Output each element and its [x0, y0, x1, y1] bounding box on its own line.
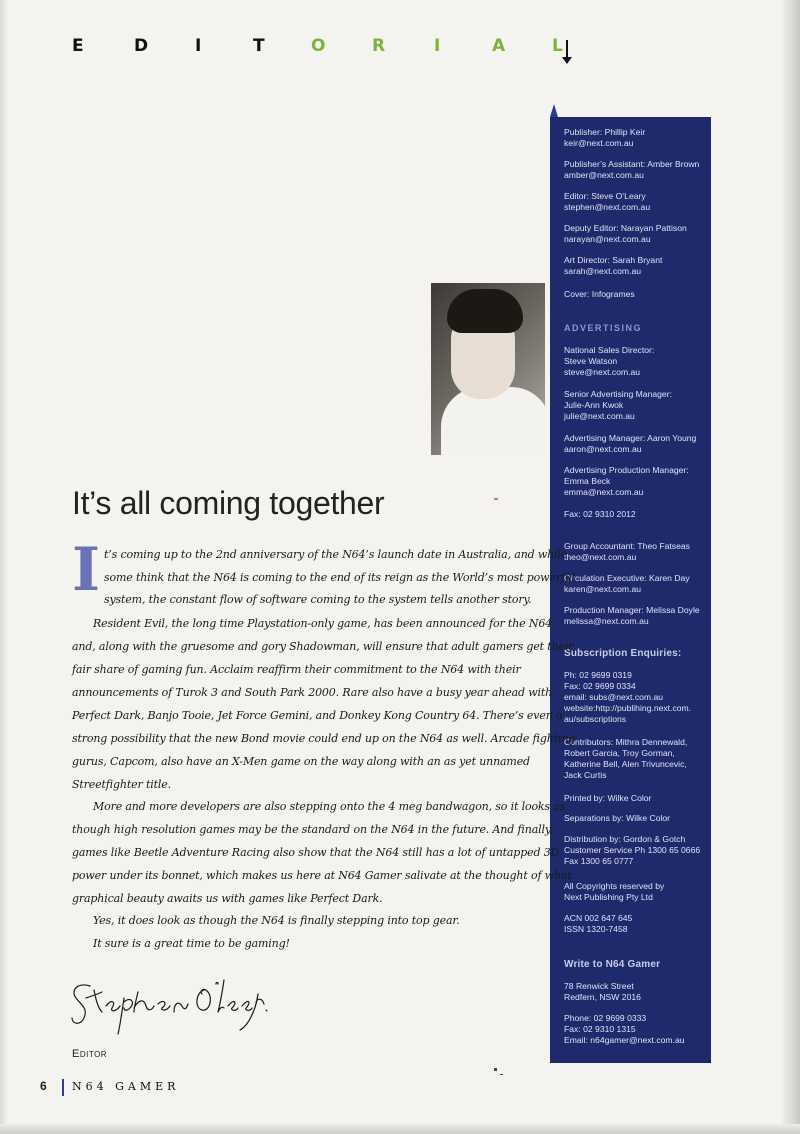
drop-cap: I	[72, 535, 101, 605]
header-letter: T	[253, 36, 265, 56]
sidebar-line: Redfern, NSW 2016	[564, 992, 641, 1002]
sidebar-line: Senior Advertising Manager:	[564, 389, 672, 399]
sidebar-line: 78 Renwick Street	[564, 981, 634, 991]
advertising-credit	[564, 389, 709, 422]
subscription-info	[564, 834, 709, 867]
article-line: though high resolution games may be the standard on the N64 in the future. And finally,	[72, 823, 553, 836]
sidebar-line: Printed by: Wilke Color	[564, 793, 652, 803]
scan-edge-right	[782, 0, 800, 1134]
staff-credit	[564, 289, 709, 300]
article-line: and, along with the gruesome and gory Shadowman, will ensure that adult gamers get their	[72, 640, 574, 653]
sidebar-line: Customer Service Ph 1300 65 0666	[564, 845, 701, 855]
sidebar-line: julie@next.com.au	[564, 411, 635, 421]
advertising-credit	[564, 465, 709, 498]
advertising-credit	[564, 509, 709, 520]
sidebar-line: email: subs@next.com.au	[564, 692, 664, 702]
advertising-credit	[564, 433, 709, 455]
sidebar-line: Cover: Infogrames	[564, 289, 635, 299]
article-line: some think that the N64 is coming to the end of its reign as the World’s most powerful	[104, 571, 576, 584]
subscription-info	[564, 813, 709, 824]
advertising-credit	[564, 345, 709, 378]
sidebar-line: Emma Beck	[564, 476, 611, 486]
contact-info	[564, 1013, 709, 1046]
sidebar-line: amber@next.com.au	[564, 170, 644, 180]
staff-credit	[564, 127, 709, 149]
editor-signature	[68, 968, 268, 1038]
subscription-info	[564, 881, 709, 903]
sidebar-line: Jack Curtis	[564, 770, 607, 780]
article-line: games like Beetle Adventure Racing also show that the N64 still has a lot of untapped 3D	[72, 846, 560, 859]
sidebar-line: Circulation Executive: Karen Day	[564, 573, 690, 583]
sidebar-line: ACN 002 647 645	[564, 913, 633, 923]
article-line: Resident Evil, the long time Playstation-only game, has been announced for the N64	[93, 617, 553, 630]
scan-edge-left	[0, 0, 8, 1134]
sidebar-line: Fax: 02 9699 0334	[564, 681, 636, 691]
article-line: It sure is a great time to be gaming!	[93, 937, 290, 950]
sidebar-line: theo@next.com.au	[564, 552, 637, 562]
sidebar-line: Steve Watson	[564, 356, 618, 366]
headline: It’s all coming together	[72, 485, 385, 521]
sidebar-line: Phone: 02 9699 0333	[564, 1013, 647, 1023]
scan-edge-bottom	[0, 1124, 800, 1134]
sidebar-line: Production Manager: Melissa Doyle	[564, 605, 700, 615]
sidebar-line: Editor: Steve O’Leary	[564, 191, 646, 201]
sidebar-line: Next Publishing Pty Ltd	[564, 892, 653, 902]
sidebar-line: Julie-Ann Kwok	[564, 400, 624, 410]
sidebar-line: steve@next.com.au	[564, 367, 641, 377]
sidebar-line: website:http://publihing.next.com.	[564, 703, 692, 713]
sidebar-line: Publisher: Phillip Keir	[564, 127, 646, 137]
header-letter: A	[492, 36, 506, 56]
staff-credit	[564, 223, 709, 245]
sidebar-pointer-icon	[550, 104, 558, 117]
sidebar-line: Ph: 02 9699 0319	[564, 670, 632, 680]
header-letter: L	[552, 36, 563, 56]
sidebar-line: melissa@next.com.au	[564, 616, 649, 626]
advertising-credit	[564, 573, 709, 595]
article-line: t’s coming up to the 2nd anniversary of the N64’s launch date in Australia, and while	[104, 548, 568, 561]
magazine-name: N64 GAMER	[72, 1080, 180, 1093]
contact-info	[564, 981, 709, 1003]
sidebar-line: Katherine Bell, Alen Trivuncevic,	[564, 759, 687, 769]
sidebar-line: Advertising Production Manager:	[564, 465, 689, 475]
header-letter: I	[434, 36, 441, 56]
header-letter: O	[311, 36, 326, 56]
sidebar-line: stephen@next.com.au	[564, 202, 651, 212]
arrow-down-icon	[566, 40, 568, 58]
sidebar-heading: Subscription Enquiries:	[564, 648, 682, 659]
print-speck	[500, 1074, 503, 1075]
sidebar-line: Separations by: Wilke Color	[564, 813, 671, 823]
signoff-title: Editor	[72, 1048, 108, 1060]
sidebar-line: Group Accountant: Theo Fatseas	[564, 541, 690, 551]
article-line: power under its bonnet, which makes us here at N64 Gamer salivate at the thought of what	[72, 869, 572, 882]
sidebar-line: Advertising Manager: Aaron Young	[564, 433, 697, 443]
sidebar-line: ISSN 1320-7458	[564, 924, 628, 934]
advertising-credit	[564, 541, 709, 563]
subscription-info	[564, 913, 709, 935]
print-speck	[494, 1068, 497, 1071]
article-line: strong possibility that the new Bond movie could end up on the N64 as well. Arcade fighting	[72, 732, 576, 745]
sidebar-heading: Write to N64 Gamer	[564, 959, 661, 970]
advertising-credit	[564, 605, 709, 627]
sidebar-line: Fax: 02 9310 2012	[564, 509, 636, 519]
sidebar-line: Email: n64gamer@next.com.au	[564, 1035, 685, 1045]
sidebar-line: All Copyrights reserved by	[564, 881, 665, 891]
sidebar-line: Deputy Editor: Narayan Pattison	[564, 223, 687, 233]
print-speck	[494, 498, 498, 500]
page-number: 6	[40, 1079, 47, 1093]
sidebar-line: Art Director: Sarah Bryant	[564, 255, 663, 265]
staff-credit	[564, 159, 709, 181]
staff-credit	[564, 191, 709, 213]
article-line: announcements of Turok 3 and South Park 2000. Rare also have a busy year ahead with	[72, 686, 553, 699]
sidebar-line: Fax 1300 65 0777	[564, 856, 634, 866]
staff-credit	[564, 255, 709, 277]
sidebar-line: Distribution by: Gordon & Gotch	[564, 834, 686, 844]
article-line: Perfect Dark, Banjo Tooie, Jet Force Gemini, and Donkey Kong Country 64. There’s even a	[72, 709, 563, 722]
sidebar-line: aaron@next.com.au	[564, 444, 642, 454]
sidebar-line: National Sales Director:	[564, 345, 655, 355]
article-line: fair share of gaming fun. Acclaim reaffirm their commitment to the N64 with their	[72, 663, 521, 676]
sidebar-line: narayan@next.com.au	[564, 234, 651, 244]
editor-photo	[431, 283, 545, 455]
header-letter: I	[195, 36, 202, 56]
sidebar-heading: ADVERTISING	[564, 323, 643, 333]
sidebar-line: keir@next.com.au	[564, 138, 634, 148]
sidebar-line: emma@next.com.au	[564, 487, 644, 497]
sidebar-line: sarah@next.com.au	[564, 266, 642, 276]
subscription-info	[564, 670, 709, 725]
article-line: system, the constant flow of software coming to the system tells another story.	[104, 593, 532, 606]
sidebar-line: Publisher’s Assistant: Amber Brown	[564, 159, 700, 169]
sidebar-line: Robert Garcia, Troy Gorman,	[564, 748, 675, 758]
article-line: gurus, Capcom, also have an X-Men game on the way along with an as yet unnamed	[72, 755, 530, 768]
subscription-info	[564, 737, 709, 781]
sidebar-line: Contributors: Mithra Dennewald,	[564, 737, 688, 747]
article-line: More and more developers are also stepping onto the 4 meg bandwagon, so it looks as	[93, 800, 566, 813]
article-line: Yes, it does look as though the N64 is finally stepping into top gear.	[93, 914, 460, 927]
sidebar-line: Fax: 02 9310 1315	[564, 1024, 636, 1034]
header-letter: R	[372, 36, 386, 56]
sidebar-line: au/subscriptions	[564, 714, 627, 724]
masthead-sidebar	[550, 117, 711, 1063]
header-letter: E	[72, 36, 84, 56]
header-letter: D	[134, 36, 149, 56]
article-line: graphical beauty awaits us with games like Perfect Dark.	[72, 892, 383, 905]
article-line: Streetfighter title.	[72, 778, 171, 791]
sidebar-line: karen@next.com.au	[564, 584, 642, 594]
subscription-info	[564, 793, 709, 804]
footer-divider	[62, 1079, 64, 1096]
